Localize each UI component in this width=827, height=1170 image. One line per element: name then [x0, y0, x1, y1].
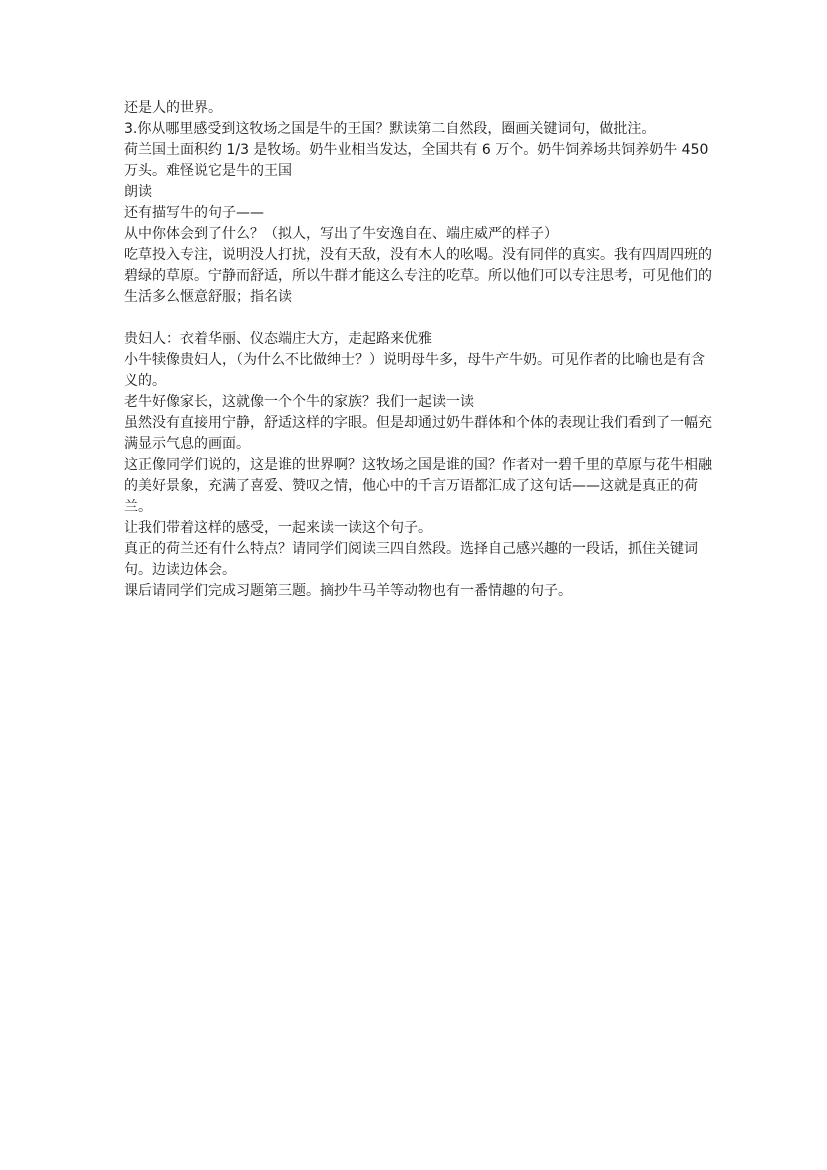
paragraph-7: 吃草投入专注，说明没人打扰，没有天敌，没有木人的吆喝。没有同伴的真实。我有四周四班的碧绿的草原。宁静而舒适，所以牛群才能这么专注的吃草。所以他们可以专注思考，可见他们的生活多么惬意舒服；指名读: [124, 247, 712, 305]
paragraph-16: 课后请同学们完成习题第三题。摘抄牛马羊等动物也有一番情趣的句子。: [124, 583, 572, 599]
paragraph-11: 老牛好像家长，这就像一个个牛的家族？我们一起读一读: [124, 394, 474, 410]
document-body: [124, 98, 714, 602]
paragraph-13: 这正像同学们说的，这是谁的世界啊？这牧场之国是谁的国？作者对一碧千里的草原与花牛相融的美好景象，充满了喜爱、赞叹之情，他心中的千言万语都汇成了这句话——这就是真正的荷兰。: [124, 457, 712, 515]
paragraph-10: 小牛犊像贵妇人，（为什么不比做绅士？）说明母牛多，母牛产牛奶。可见作者的比喻也是有含义的。: [124, 352, 705, 389]
paragraph-12: 虽然没有直接用宁静，舒适这样的字眼。但是却通过奶牛群体和个体的表现让我们看到了一幅充满显示气息的画面。: [124, 415, 712, 452]
paragraph-1: 还是人的世界。: [124, 100, 222, 116]
paragraph-4: 朗读: [124, 184, 152, 200]
paragraph-15: 真正的荷兰还有什么特点？请同学们阅读三四自然段。选择自己感兴趣的一段话，抓住关键词句。边读边体会。: [124, 541, 698, 578]
paragraph-5: 还有描写牛的句子——: [124, 205, 264, 221]
paragraph-2: 3.你从哪里感受到这牧场之国是牛的王国？默读第二自然段，圈画关键词句，做批注。: [124, 121, 656, 137]
paragraph-6: 从中你体会到了什么？（拟人，写出了牛安逸自在、端庄威严的样子）: [124, 226, 558, 242]
blank-line: [124, 308, 714, 329]
paragraph-14: 让我们带着这样的感受，一起来读一读这个句子。: [124, 520, 432, 536]
paragraph-3: 荷兰国土面积约 1/3 是牧场。奶牛业相当发达，全国共有 6 万个。奶牛饲养场共饲养奶牛 450 万头。难怪说它是牛的王国: [124, 142, 709, 179]
paragraph-9: 贵妇人：衣着华丽、仪态端庄大方，走起路来优雅: [124, 331, 432, 347]
